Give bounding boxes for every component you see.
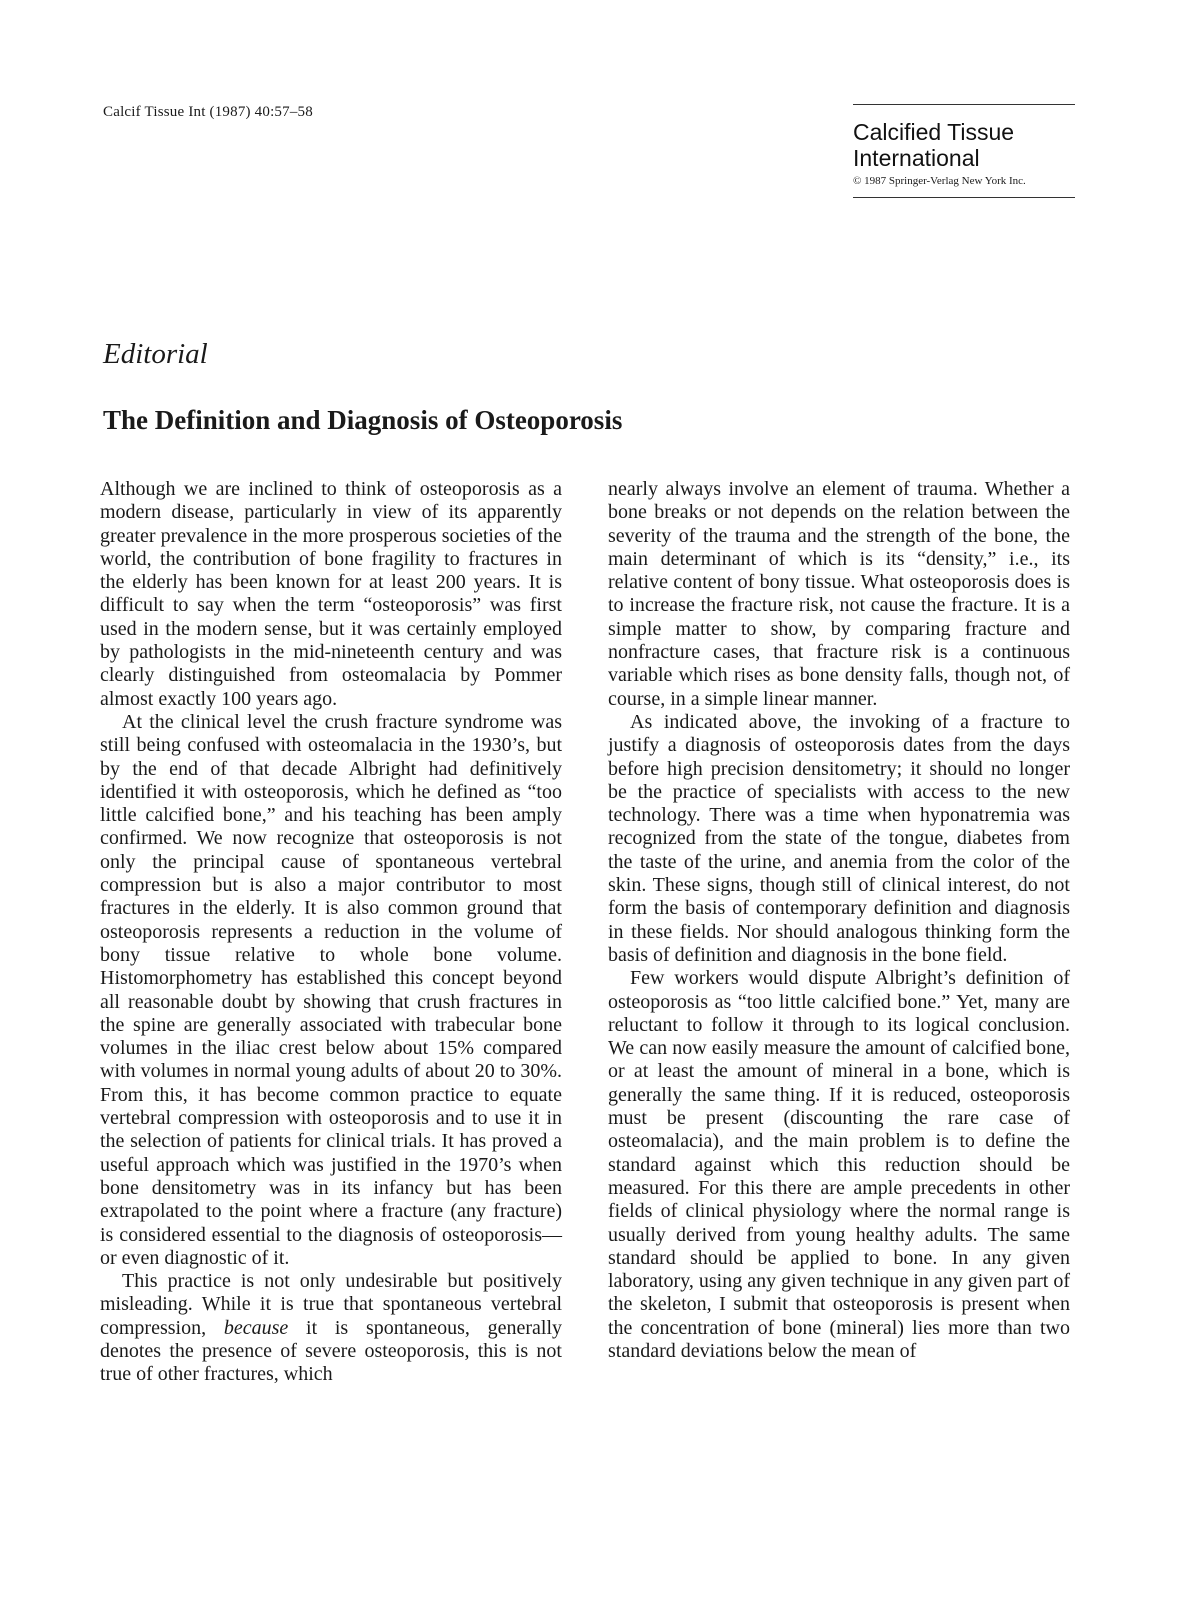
journal-name-line-1: Calcified Tissue (853, 119, 1015, 145)
journal-citation: Calcif Tissue Int (1987) 40:57–58 (103, 104, 313, 120)
paragraph: This practice is not only undesirable but positively misleading. While it is true that spontaneous vertebral compression, because it is spontaneous, generally denotes the presence of severe osteoporosis, this is not true of other fractures, which (100, 1270, 562, 1386)
left-column (100, 478, 562, 1387)
paragraph: Although we are inclined to think of osteoporosis as a modern disease, particularly in view of its apparently greater prevalence in the more prosperous societies of the world, the contribution of bone fragility to fractures in the elderly has been known for at least 200 years. It is difficult to say when the term “osteoporosis” was first used in the modern sense, but it was certainly employed by pathologists in the mid-nineteenth century and was clearly distinguished from osteomalacia by Pommer almost exactly 100 years ago. (100, 478, 562, 710)
section-label: Editorial (103, 338, 208, 370)
journal-masthead (853, 104, 1075, 198)
right-column (608, 478, 1070, 1363)
paragraph: nearly always involve an element of trauma. Whether a bone breaks or not depends on the relation between the severity of the trauma and the strength of the bone, the main determinant of which is its “density,” i.e., its relative content of bony tissue. What osteoporosis does is to increase the fracture risk, not cause the fracture. It is a simple matter to show, by comparing fracture and nonfracture cases, that fracture risk is a continuous variable which rises as bone density falls, though not, of course, in a simple linear manner. (608, 478, 1070, 710)
paragraph: At the clinical level the crush fracture syndrome was still being confused with osteomalacia in the 1930’s, but by the end of that decade Albright had definitively identified it with osteoporosis, which he defined as “too little calcified bone,” and his teaching has been amply confirmed. We now recognize that osteoporosis is not only the principal cause of spontaneous vertebral compression but is also a major contributor to most fractures in the elderly. It is also common ground that osteoporosis represents a reduction in the volume of bony tissue relative to whole bone volume. Histomorphometry has established this concept beyond all reasonable doubt by showing that crush fractures in the spine are generally associated with trabecular bone volumes in the iliac crest below about 15% compared with volumes in normal young adults of about 20 to 30%. From this, it has become common practice to equate vertebral compression with osteoporosis and to use it in the selection of patients for clinical trials. It has proved a useful approach which was justified in the 1970’s when bone densitometry was in its infancy but has been extrapolated to the point where a fracture (any fracture) is considered essential to the diagnosis of osteoporosis—or even diagnostic of it. (100, 710, 562, 1269)
paragraph: As indicated above, the invoking of a fracture to justify a diagnosis of osteoporosis dates from the days before high precision densitometry; it should no longer be the practice of specialists with access to the new technology. There was a time when hyponatremia was recognized from the state of the tongue, diabetes from the taste of the urine, and anemia from the color of the skin. These signs, though still of clinical interest, do not form the basis of contemporary definition and diagnosis in these fields. Nor should analogous thinking form the basis of definition and diagnosis in the bone field. (608, 710, 1070, 966)
copyright-notice: © 1987 Springer-Verlag New York Inc. (853, 175, 1026, 187)
journal-name-line-2: International (853, 145, 980, 171)
paragraph: Few workers would dispute Albright’s definition of osteoporosis as “too little calcified bone.” Yet, many are reluctant to follow it through to its logical conclusion. We can now easily measure the amount of calcified bone, or at least the amount of mineral in a bone, which is generally the same thing. If it is reduced, osteoporosis must be present (discounting the rare case of osteomalacia), and the main problem is to define the standard against which this reduction should be measured. For this there are ample precedents in other fields of clinical physiology where the normal range is usually derived from young healthy adults. The same standard should be applied to bone. In any given laboratory, using any given technique in any given part of the skeleton, I submit that osteoporosis is present when the concentration of bone (mineral) lies more than two standard deviations below the mean of (608, 967, 1070, 1362)
emphasis: because (223, 1316, 289, 1339)
article-title: The Definition and Diagnosis of Osteoporosis (103, 405, 623, 435)
